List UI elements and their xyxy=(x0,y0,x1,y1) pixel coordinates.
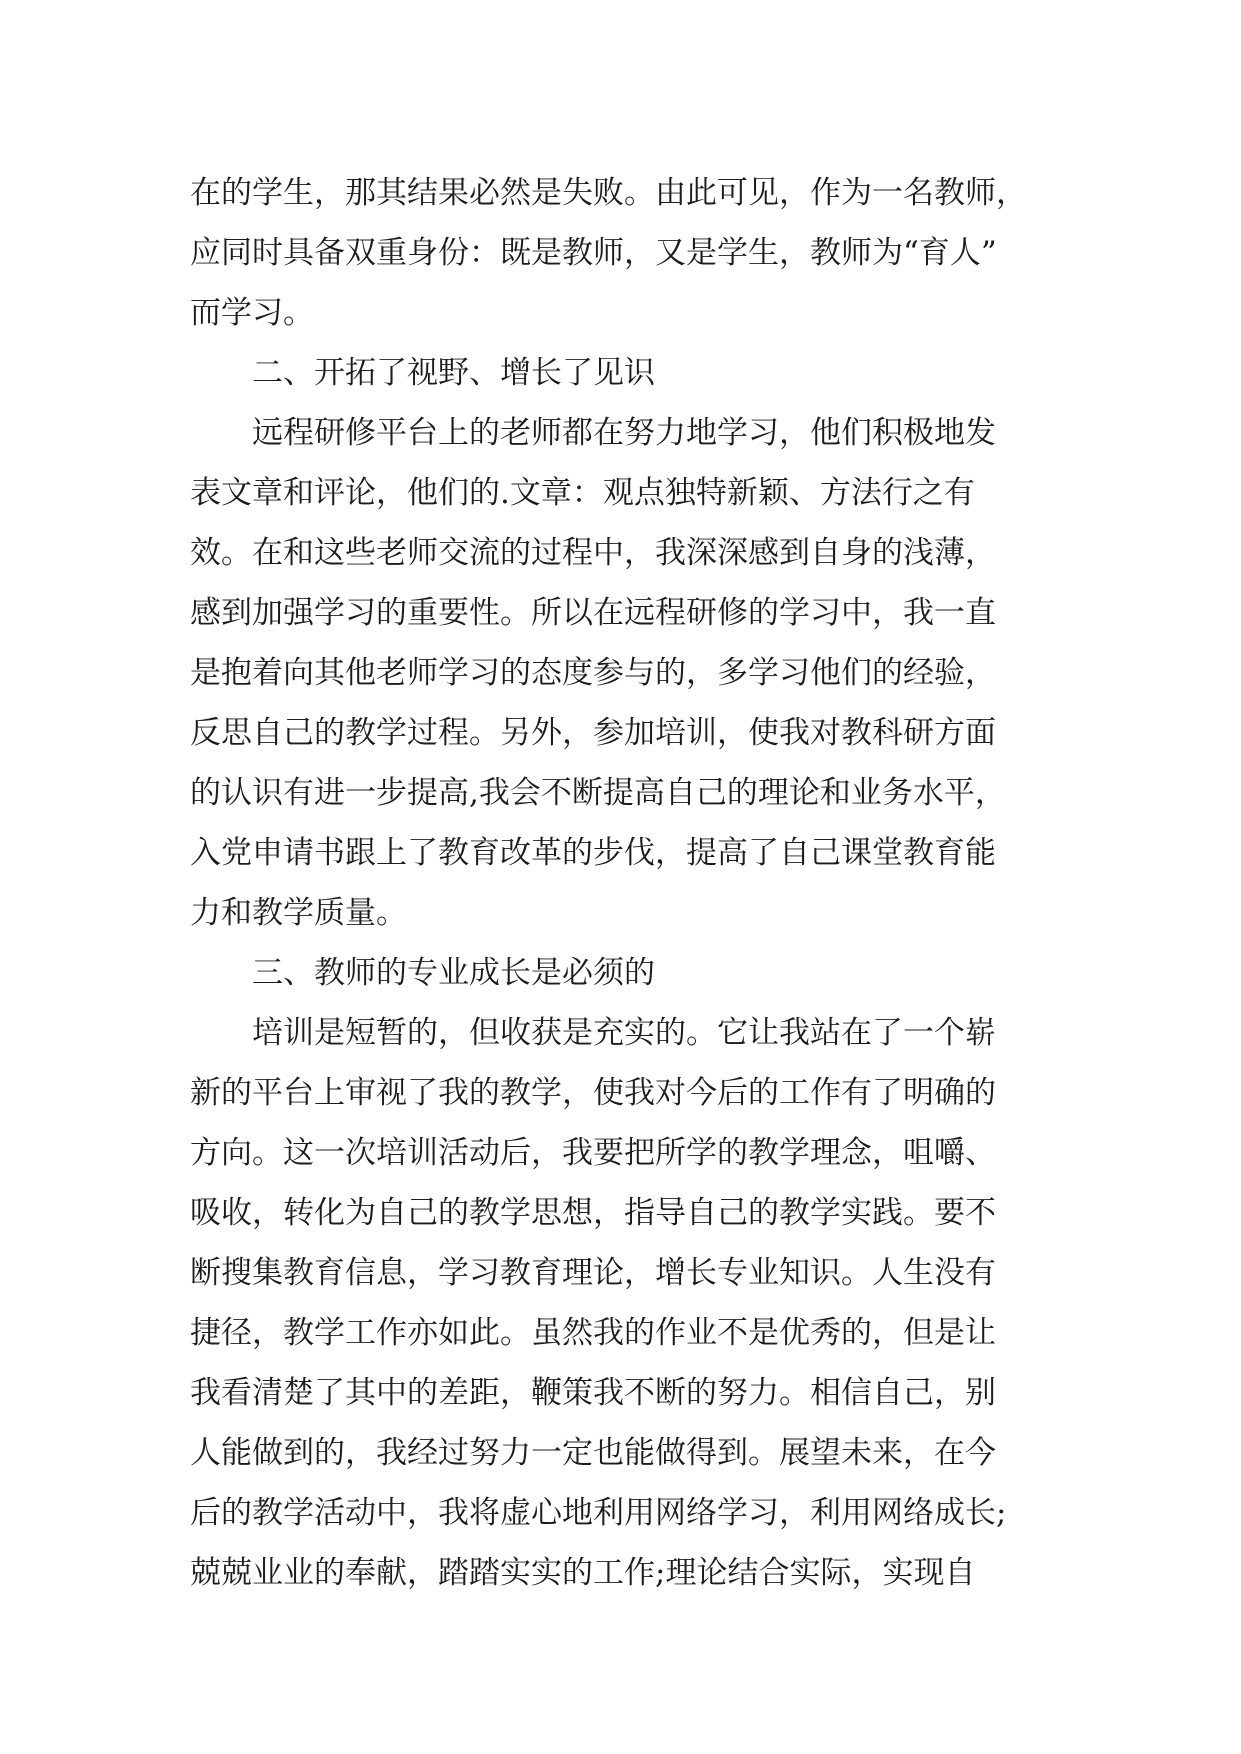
document-body xyxy=(190,163,1070,1603)
text-line: 应同时具备双重身份：既是教师，又是学生，教师为“育人” xyxy=(190,235,997,271)
text-line: 效。在和这些老师交流的过程中，我深深感到自身的浅薄， xyxy=(190,535,996,571)
text-line: 吸收，转化为自己的教学思想，指导自己的教学实践。要不 xyxy=(190,1195,996,1231)
text-line: 断搜集教育信息，学习教育理论，增长专业知识。人生没有 xyxy=(190,1255,996,1291)
text-line: 方向。这一次培训活动后，我要把所学的教学理念，咀嚼、 xyxy=(190,1135,996,1171)
section-heading: 二、开拓了视野、增长了见识 xyxy=(252,355,655,391)
text-line: 新的平台上审视了我的教学，使我对今后的工作有了明确的 xyxy=(190,1075,996,1111)
text-line: 力和教学质量。 xyxy=(190,895,407,931)
text-line: 反思自己的教学过程。另外，参加培训，使我对教科研方面 xyxy=(190,715,996,751)
text-line: 而学习。 xyxy=(190,295,314,331)
text-line: 捷径，教学工作亦如此。虽然我的作业不是优秀的，但是让 xyxy=(190,1315,996,1351)
text-line: 远程研修平台上的老师都在努力地学习，他们积极地发 xyxy=(252,415,996,451)
text-line: 我看清楚了其中的差距，鞭策我不断的努力。相信自己，别 xyxy=(190,1375,996,1411)
text-line: 在的学生，那其结果必然是失败。由此可见，作为一名教师， xyxy=(190,175,1027,211)
text-line: 后的教学活动中，我将虚心地利用网络学习，利用网络成长; xyxy=(190,1495,1007,1531)
text-line: 表文章和评论，他们的.文章：观点独特新颖、方法行之有 xyxy=(190,475,975,511)
text-line: 培训是短暂的，但收获是充实的。它让我站在了一个崭 xyxy=(252,1015,996,1051)
text-line: 是抱着向其他老师学习的态度参与的，多学习他们的经验， xyxy=(190,655,996,691)
text-line: 感到加强学习的重要性。所以在远程研修的学习中，我一直 xyxy=(190,595,996,631)
text-line: 兢兢业业的奉献，踏踏实实的工作;理论结合实际，实现自 xyxy=(190,1555,976,1591)
text-line: 的认识有进一步提高,我会不断提高自己的理论和业务水平， xyxy=(190,775,1006,811)
text-line: 入党申请书跟上了教育改革的步伐，提高了自己课堂教育能 xyxy=(190,835,996,871)
section-heading: 三、教师的专业成长是必须的 xyxy=(252,955,655,991)
text-line: 人能做到的，我经过努力一定也能做得到。展望未来，在今 xyxy=(190,1435,996,1471)
